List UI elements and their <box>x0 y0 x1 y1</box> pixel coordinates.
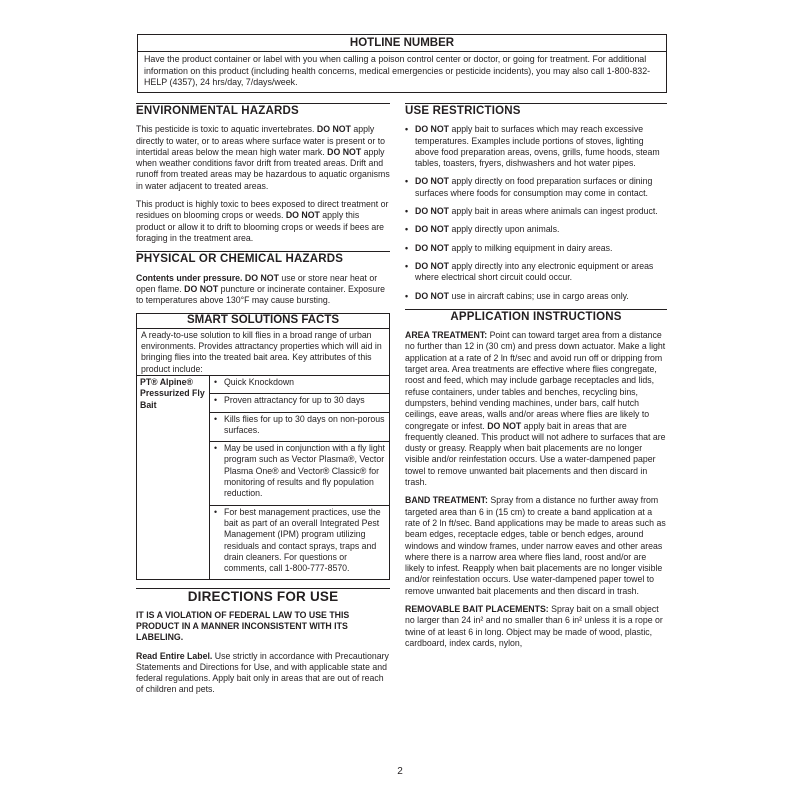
environmental-hazards-heading: ENVIRONMENTAL HAZARDS <box>136 103 390 117</box>
right-column <box>405 103 667 656</box>
product-name: PT® Alpine® Pressurized Fly Bait <box>137 376 210 579</box>
smart-solutions-table <box>137 375 389 579</box>
smart-solutions-box <box>136 313 390 580</box>
restriction-item: • DO NOT apply bait in areas where animals can ingest product. <box>405 206 667 217</box>
violation-statement: IT IS A VIOLATION OF FEDERAL LAW TO USE THIS PRODUCT IN A MANNER INCONSISTENT WITH ITS LABELING. <box>136 609 350 643</box>
environmental-paragraph-2: This product is highly toxic to bees exposed to direct treatment or residues on blooming crops or weeds. DO NOT apply this product or allow it to drift to blooming crops or weeds if bees are foraging in the treatment area. <box>136 199 389 243</box>
restriction-item: • DO NOT apply to milking equipment in dairy areas. <box>405 243 667 254</box>
removable-bait-paragraph: REMOVABLE BAIT PLACEMENTS: Spray bait on a small object no larger than 24 in² and no smaller than 6 in² unless it is a rope or twine of at least 6 in long. Object may be made of wood, plastic, cardboard, index cards, nylon, <box>405 603 663 648</box>
physical-hazards-paragraph: Contents under pressure. DO NOT use or store near heat or open flame. DO NOT puncture or incinerate container. Exposure to temperatures above 130°F may cause bursting. <box>136 272 386 306</box>
fact-item: • Kills flies for up to 30 days on non-porous surfaces. <box>210 413 389 443</box>
use-restrictions-heading: USE RESTRICTIONS <box>405 103 667 117</box>
fact-list <box>210 376 389 579</box>
read-label-paragraph: Read Entire Label. Use strictly in accordance with Precautionary Statements and Directions for Use, and with applicable state and federal regulations. Apply bait only in areas that are out of reach of children and pets. <box>136 650 389 695</box>
fact-item: • May be used in conjunction with a fly light program such as Vector Plasma®, Vector Plasma One® and Vector® Classic® for monitoring of results and fly population reduction. <box>210 442 389 505</box>
page-number: 2 <box>397 766 403 777</box>
restriction-item: • DO NOT apply bait to surfaces which may reach excessive temperatures. Examples include portions of stoves, lighting above food preparation areas, ovens, grills, fume hoods, steam tables, toasters, fryers, dishwashers and hot water pipes. <box>405 124 667 169</box>
smart-solutions-title: SMART SOLUTIONS FACTS <box>137 314 389 328</box>
application-instructions-heading: APPLICATION INSTRUCTIONS <box>405 309 667 323</box>
smart-solutions-intro: A ready-to-use solution to kill flies in a broad range of urban environments. Provides attractancy properties which will aid in bringing flies into the treated bait area. Key attributes of this product include: <box>141 329 382 374</box>
physical-hazards-heading: PHYSICAL OR CHEMICAL HAZARDS <box>136 251 390 265</box>
restriction-item: • DO NOT apply directly on food preparation surfaces or dining surfaces where foods for consumption may come in contact. <box>405 176 667 199</box>
fact-item: • Proven attractancy for up to 30 days <box>210 394 389 412</box>
environmental-paragraph-1: This pesticide is toxic to aquatic invertebrates. DO NOT apply directly to water, or to areas where surface water is present or to intertidal areas below the mean high water mark. DO NOT apply when weather conditions favor drift from treated areas. Drift and runoff from treated areas may be hazardous to aquatic organisms in water adjacent to treated areas. <box>136 124 390 191</box>
restriction-item: • DO NOT apply directly upon animals. <box>405 224 667 235</box>
area-treatment-paragraph: AREA TREATMENT: Point can toward target area from a distance no further than 12 in (30 cm) and press down actuator. Make a light application at a rate of 2 ln ft/sec and avoid run off or dripping from target area. Area treatments are effective where flies congregate, roost and feed, which may include garbage receptacles and lids, refuse containers, under tables and benches, recycling bins, dumpsters, behind vending machines, under bars, calf hutch ceilings, eave areas, walls and/or areas where flies are likely to congregate or infest. DO NOT apply bait in areas that are frequently cleaned. This product will not adhere to surfaces that are dusty or greasy. Reapply when bait placements are no longer visible and/or reinfestation occurs. Use a water-dampened paper towel to remove unwanted bait placements and then discard in trash. <box>405 330 666 488</box>
band-treatment-paragraph: BAND TREATMENT: Spray from a distance no further away from targeted area than 6 in (15 cm) to create a band application at a rate of 2 ln ft/sec. Band applications may be made to areas such as beam edges, receptacle edges, table or bench edges, around windows and window frames, under narrow eaves and other areas where there is a narrow area where flies land, roost and/or are likely to infest. Reapply when bait placements are no longer visible and/or reinfestation occurs. Use water-dampened paper towel to remove unwanted bait placements and then discard in trash. <box>405 495 666 596</box>
hotline-title: HOTLINE NUMBER <box>138 35 666 52</box>
hotline-box <box>137 34 667 93</box>
restriction-item: • DO NOT use in aircraft cabins; use in cargo areas only. <box>405 291 667 302</box>
fact-item: • Quick Knockdown <box>210 376 389 394</box>
left-column <box>136 103 390 703</box>
directions-heading: DIRECTIONS FOR USE <box>136 588 390 602</box>
hotline-body: Have the product container or label with you when calling a poison control center or doctor, or going for treatment. For additional information on this product (including health concerns, medical emergencies or pesticide incidents), you may also call 1-800-832-HELP (4357), 24 hrs/day, 7/days/week. <box>144 54 651 88</box>
fact-item: • For best management practices, use the bait as part of an overall Integrated Pest Management (IPM) program utilizing residuals and contact sprays, traps and drain cleaners. For questions or comments, call 1-800-777-8570. <box>210 506 389 580</box>
restriction-item: • DO NOT apply directly into any electronic equipment or areas where electrical short circuit could occur. <box>405 261 667 284</box>
